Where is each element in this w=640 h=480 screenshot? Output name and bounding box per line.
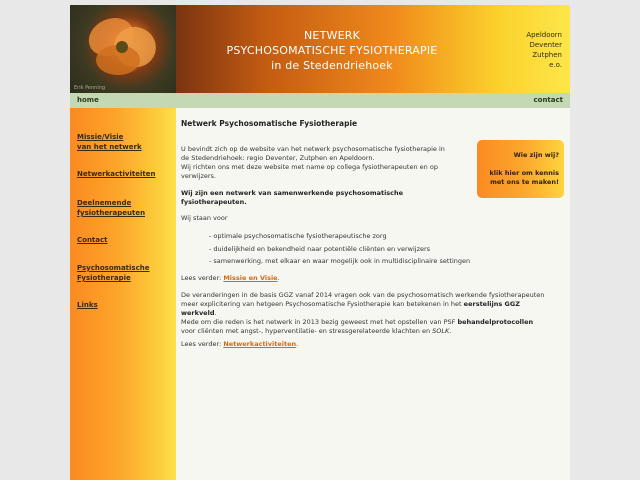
network-paragraph <box>181 326 451 336</box>
site-header <box>70 5 570 93</box>
site-title <box>176 28 488 73</box>
list-item: - samenwerking, met elkaar en waar mogelijk ook in multidisciplinaire settingen <box>209 257 471 265</box>
city-label: Deventer <box>529 41 562 49</box>
who-are-we-callout[interactable] <box>477 140 564 198</box>
sidebar-item-psychosomatische-fysiotherapie[interactable] <box>77 263 149 283</box>
punctuation: . <box>277 274 280 282</box>
ggz-paragraph <box>181 299 520 309</box>
stand-for-label: Wij staan voor <box>181 214 228 222</box>
read-more-missie <box>181 273 280 283</box>
read-more-netwerk <box>181 339 298 349</box>
ggz-paragraph: De veranderingen in de basis GGZ vanaf 2014 vragen ook van de psychosomatisch werkende fysiotherapeuten <box>181 291 545 299</box>
city-label: Zutphen <box>532 51 562 59</box>
list-item: - optimale psychosomatische fysiotherapeutische zorg <box>209 232 387 240</box>
read-more-label: Lees verder: <box>181 274 224 282</box>
sidebar-nav <box>70 108 176 480</box>
read-more-label: Lees verder: <box>181 340 224 348</box>
network-text: Mede om die reden is het netwerk in 2013 bezig geweest met het opstellen van PSF <box>181 318 458 326</box>
photo-credit: Erik Penning <box>74 85 106 91</box>
top-nav-bar <box>70 93 570 108</box>
network-statement: Wij zijn een netwerk van samenwerkende psychosomatische <box>181 189 404 197</box>
protocols-emphasis: behandelprotocollen <box>457 318 534 326</box>
intro-text: U bevindt zich op de website van het netwerk psychosomatische fysiotherapie in <box>181 145 445 153</box>
ggz-emphasis: eerstelijns GGZ <box>463 300 520 308</box>
missie-visie-link[interactable]: Missie en Visie <box>223 274 278 282</box>
sidebar-item-missie-visie[interactable] <box>77 132 142 152</box>
intro-text: verwijzers. <box>181 172 216 180</box>
sidebar-item-label: Fysiotherapie <box>77 274 131 282</box>
main-content <box>176 108 570 480</box>
intro-text: Wij richten ons met deze website met name op collega fysiotherapeuten en op <box>181 163 438 171</box>
callout-question: Wie zijn wij? <box>513 151 559 159</box>
callout-cta-line: met ons te maken! <box>490 178 559 186</box>
sidebar-item-label: Deelnemende <box>77 199 132 207</box>
site-title-line: PSYCHOSOMATISCHE FYSIOTHERAPIE <box>226 44 438 57</box>
site-title-line: in de Stedendriehoek <box>271 59 393 72</box>
sidebar-item-contact[interactable] <box>77 235 108 245</box>
callout-cta-line: klik hier om kennis <box>489 169 559 177</box>
sidebar-item-links[interactable] <box>77 300 98 310</box>
ggz-emphasis: werkveld <box>181 309 215 317</box>
ggz-text: meer explicitering van hetgeen Psychosomatische Fysiotherapie kan betekenen in het <box>181 300 464 308</box>
network-text: voor cliënten met angst-, hyperventilatie- en stressgerelateerde klachten en <box>181 327 433 335</box>
network-statement: fysiotherapeuten. <box>181 198 247 206</box>
city-label: Apeldoorn <box>526 31 562 39</box>
callout-cta <box>489 169 559 187</box>
site-title-line: NETWERK <box>304 29 360 42</box>
poppy-photo <box>70 5 176 93</box>
list-item: - duidelijkheid en bekendheid naar potentiële cliënten en verwijzers <box>209 245 431 253</box>
city-label: e.o. <box>549 61 562 69</box>
punctuation: . <box>296 340 299 348</box>
solk-term: SOLK <box>432 327 450 335</box>
region-cities <box>526 30 562 70</box>
page <box>70 5 570 480</box>
sidebar-item-netwerkactiviteiten[interactable] <box>77 169 155 179</box>
sidebar-item-label: Netwerkactiviteiten <box>77 170 156 178</box>
sidebar-item-label: van het netwerk <box>77 143 142 151</box>
page-title: Netwerk Psychosomatische Fysiotherapie <box>181 119 358 128</box>
intro-text: de Stedendriehoek: regio Deventer, Zutphen en Apeldoorn. <box>181 154 375 162</box>
sidebar-item-label: fysiotherapeuten <box>77 209 146 217</box>
nav-contact-link[interactable]: contact <box>533 96 563 104</box>
punctuation: . <box>214 309 217 317</box>
sidebar-item-label: Links <box>77 301 98 309</box>
sidebar-item-label: Missie/Visie <box>77 133 124 141</box>
sidebar-item-label: Psychosomatische <box>77 264 150 272</box>
sidebar-item-deelnemende-fysiotherapeuten[interactable] <box>77 198 145 218</box>
punctuation: . <box>449 327 452 335</box>
nav-home-link[interactable]: home <box>77 96 99 104</box>
netwerkactiviteiten-link[interactable]: Netwerkactiviteiten <box>223 340 297 348</box>
sidebar-item-label: Contact <box>77 236 108 244</box>
